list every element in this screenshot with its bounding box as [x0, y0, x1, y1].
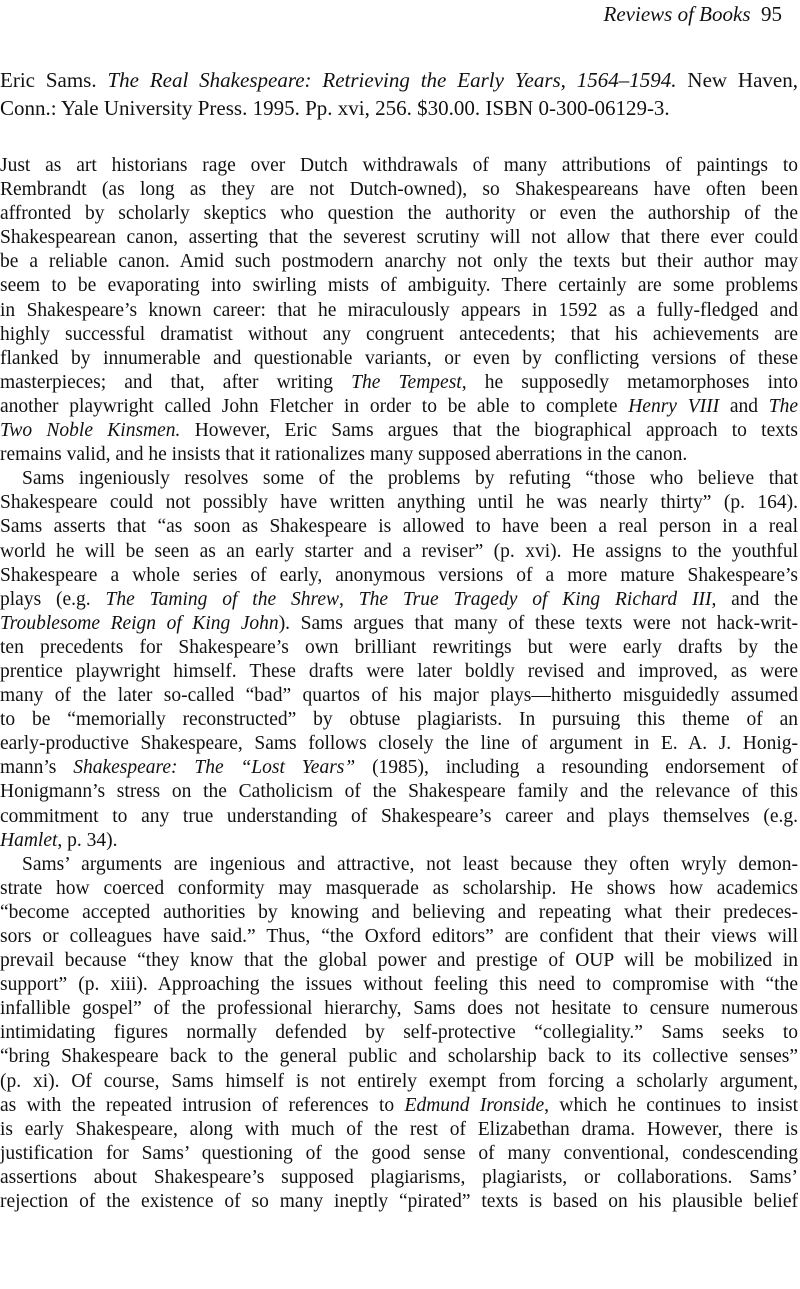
paragraph — [0, 853, 798, 1214]
text-line: Hamlet, p. 34). — [0, 829, 118, 851]
text-line: Two Noble Kinsmen. However, Eric Sams argues that the biographical approach to texts — [0, 420, 798, 442]
text-line: highly successful dramatist without any congruent antecedents; that his achievements are — [0, 323, 798, 345]
text-line: commitment to any true understanding of Shakespeare’s career and plays themselves (e.g. — [0, 805, 798, 827]
text-line: “become accepted authorities by knowing and believing and repeating what their predeces- — [0, 901, 798, 923]
italic-title: Edmund Ironside — [404, 1094, 545, 1116]
text-line: “bring Shakespeare back to the general public and scholarship back to its collective senses” — [0, 1046, 798, 1068]
italic-title: The Taming of the Shrew — [105, 588, 339, 610]
italic-title: The — [768, 395, 798, 417]
text-line: Shakespeare could not possibly have written anything until he was nearly thirty” (p. 164). — [0, 492, 798, 514]
text-line: Rembrandt (as long as they are not Dutch-owned), so Shakespeareans have often been — [0, 179, 798, 201]
text-line: strate how coerced conformity may masquerade as scholarship. He shows how academics — [0, 877, 798, 899]
text-line: (p. xi). Of course, Sams himself is not entirely exempt from forcing a scholarly argument, — [0, 1070, 798, 1092]
text-line: world he will be seen as an early starter and a reviser” (p. xvi). He assigns to the youthful — [0, 540, 798, 562]
italic-title: Two Noble Kinsmen. — [0, 420, 181, 442]
text-line: Shakespeare a whole series of early, anonymous versions of a more mature Shakespeare’s — [0, 564, 798, 586]
text-line: another playwright called John Fletcher in order to be able to complete Henry VIII and The — [0, 395, 798, 417]
italic-title: The Real Shakespeare: Retrieving the Early Years, 1564–1594. — [107, 68, 677, 92]
text-line: be a reliable canon. Amid such postmodern anarchy not only the texts but their author may — [0, 251, 798, 273]
text-line: affronted by scholarly skeptics who question the authority or even the authorship of the — [0, 203, 798, 225]
text-line: masterpieces; and that, after writing The Tempest, he supposedly metamorphoses into — [0, 371, 798, 393]
text-line: Shakespearean canon, asserting that the severest scrutiny will not allow that there ever could — [0, 227, 798, 249]
running-head-title: Reviews of Books — [603, 2, 751, 26]
italic-title: Troublesome Reign of King John — [0, 612, 279, 634]
italic-title: Henry VIII — [628, 395, 720, 417]
text-line: seem to be evaporating into swirling mists of ambiguity. There certainly are some problems — [0, 275, 798, 297]
text-line: Troublesome Reign of King John). Sams argues that many of these texts were not hack-writ- — [0, 612, 798, 634]
book-citation — [0, 66, 798, 122]
text-line: remains valid, and he insists that it rationalizes many supposed aberrations in the canon. — [0, 444, 688, 466]
text-line: Just as art historians rage over Dutch withdrawals of many attributions of paintings to — [0, 155, 798, 176]
paragraph — [0, 154, 798, 467]
running-head — [604, 2, 782, 27]
text-line: intimidating figures normally defended by self-protective “collegiality.” Sams seeks to — [0, 1022, 798, 1044]
text-line: plays (e.g. The Taming of the Shrew, The True Tragedy of King Richard III, and the — [0, 588, 798, 610]
text-line: Sams ingeniously resolves some of the problems by refuting “those who believe that — [22, 468, 798, 490]
italic-title: Shakespeare: The “Lost Years” — [73, 757, 356, 779]
text-line: ten precedents for Shakespeare’s own brilliant rewritings but were early drafts by the — [0, 636, 798, 658]
text-line: Sams’ arguments are ingenious and attractive, not least because they often wryly demon- — [22, 853, 798, 875]
text-line: flanked by innumerable and questionable variants, or even by conflicting versions of these — [0, 347, 798, 369]
text-line: many of the later so-called “bad” quartos of his major plays—hitherto misguidedly assumed — [0, 685, 798, 707]
citation-line: Conn.: Yale University Press. 1995. Pp. xvi, 256. $30.00. ISBN 0-300-06129-3. — [0, 96, 670, 120]
italic-title: Hamlet — [0, 829, 58, 851]
text-line: to be “memorially reconstructed” by obtuse plagiarists. In pursuing this theme of an — [0, 709, 798, 731]
text-line: Sams asserts that “as soon as Shakespeare is allowed to have been a real person in a real — [0, 516, 798, 538]
italic-title: The Tempest — [351, 371, 462, 393]
text-line: infallible gospel” of the professional hierarchy, Sams does not hesitate to censure numerous — [0, 998, 798, 1020]
paragraph — [0, 467, 798, 853]
text-line: mann’s Shakespeare: The “Lost Years” (1985), including a resounding endorsement of — [0, 757, 798, 779]
citation-line: Eric Sams. The Real Shakespeare: Retrieving the Early Years, 1564–1594. New Haven, — [0, 68, 798, 92]
text-line: Honigmann’s stress on the Catholicism of the Shakespeare family and the relevance of this — [0, 781, 798, 803]
text-line: as with the repeated intrusion of references to Edmund Ironside, which he continues to insist — [0, 1094, 798, 1116]
text-line: sors or colleagues have said.” Thus, “the Oxford editors” are confident that their views will — [0, 926, 798, 947]
text-line: rejection of the existence of so many ineptly “pirated” texts is based on his plausible belief — [0, 1191, 798, 1213]
text-line: assertions about Shakespeare’s supposed plagiarisms, plagiarists, or collaborations. Sams’ — [0, 1166, 798, 1188]
text-line: prevail because “they know that the global power and prestige of OUP will be mobilized in — [0, 950, 798, 972]
text-line: support” (p. xiii). Approaching the issues without feeling this need to compromise with “the — [0, 974, 798, 996]
page-number: 95 — [761, 2, 782, 26]
text-line: prentice playwright himself. These drafts were later boldly revised and improved, as were — [0, 660, 798, 682]
italic-title: The True Tragedy of King Richard III — [358, 588, 712, 610]
text-line: is early Shakespeare, along with much of the rest of Elizabethan drama. However, there is — [0, 1118, 798, 1140]
review-body — [0, 154, 798, 1214]
text-line: justification for Sams’ questioning of the good sense of many conventional, condescending — [0, 1142, 798, 1164]
text-line: in Shakespeare’s known career: that he miraculously appears in 1592 as a fully-fledged and — [0, 299, 798, 321]
text-line: early-productive Shakespeare, Sams follows closely the line of argument in E. A. J. Honig- — [0, 733, 798, 755]
